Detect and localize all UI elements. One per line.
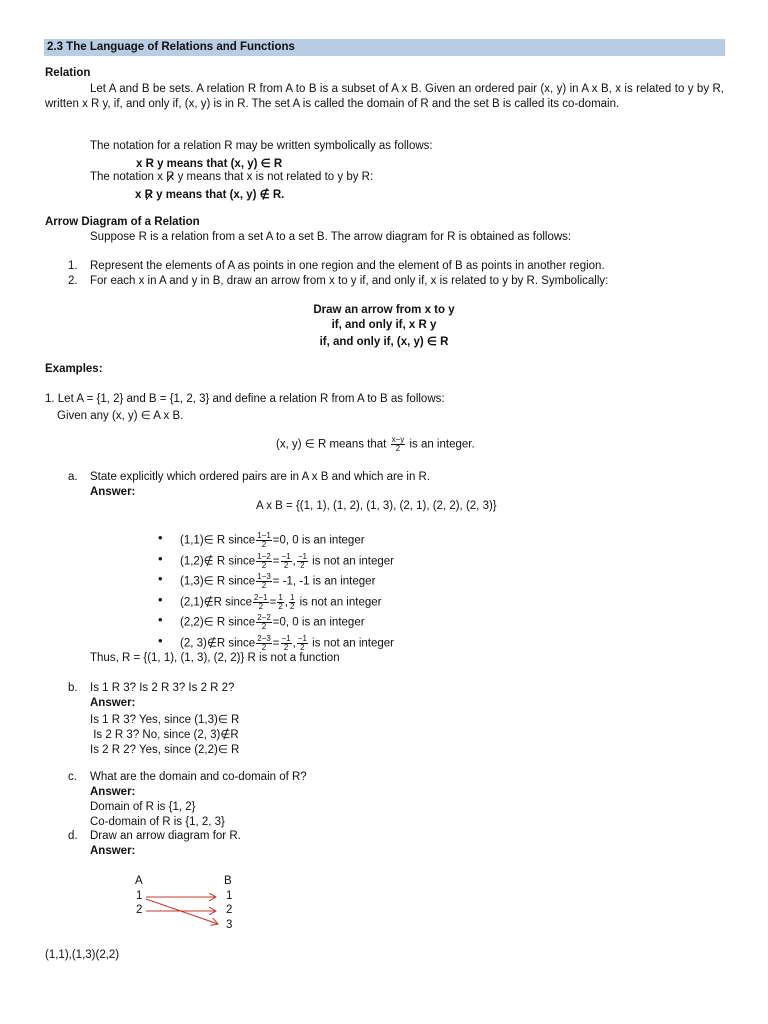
part-c-question: What are the domain and co-domain of R? <box>90 771 307 783</box>
pair-check-item: (2, 3)∉R since $\frac{2-3}{2}$ = $\frac{-1}{2}$ , $\frac{-1}{2}$ is not an integer <box>180 634 395 652</box>
examples-heading: Examples: <box>45 363 103 375</box>
example-1-statement: 1. Let A = {1, 2} and B = {1, 2, 3} and define a relation R from A to B as follows: <box>45 393 445 405</box>
fraction: $\frac{1-1}{2}$ <box>257 531 271 549</box>
arrow-rule-line: if, and only if, x R y <box>331 319 437 331</box>
footer-pairs: (1,1),(1,3)(2,2) <box>45 949 120 961</box>
answer-label: Answer: <box>90 486 136 498</box>
fraction: $\frac{1}{2}$ <box>278 593 283 611</box>
fraction: $\frac{-1}{2}$ <box>281 634 291 652</box>
part-letter: d. <box>68 830 78 842</box>
bullet-point: • <box>158 571 163 586</box>
bullet-point: • <box>158 530 163 545</box>
example-1-given: Given any (x, y) ∈ A x B. <box>57 410 184 422</box>
fraction: $\frac{2-1}{2}$ <box>254 593 268 611</box>
section-title: 2.3 The Language of Relations and Functions <box>47 41 295 53</box>
step-number: 2. <box>68 275 78 287</box>
pair-check-item: (2,1)∉R since $\frac{2-1}{2}$ = $\frac{1}{2}$ , $\frac{1}{2}$ is not an integer <box>180 593 382 611</box>
fraction: $\frac{2-3}{2}$ <box>257 634 271 652</box>
answer-line: Co-domain of R is {1, 2, 3} <box>90 816 225 828</box>
set-a-label: A <box>135 875 143 887</box>
answer-line: Domain of R is {1, 2} <box>90 801 196 813</box>
notation-intro: The notation for a relation R may be written symbolically as follows: <box>90 140 433 152</box>
part-a-question: State explicitly which ordered pairs are in A x B and which are in R. <box>90 471 431 483</box>
step-text: For each x in A and y in B, draw an arrow from x to y if, and only if, x is related to y by R. Symbolically: <box>90 275 609 287</box>
set-b-element: 3 <box>226 919 233 931</box>
arrow-diagram-heading: Arrow Diagram of a Relation <box>45 216 200 228</box>
arrow-diagram-intro: Suppose R is a relation from a set A to a set B. The arrow diagram for R is obtained as follows: <box>90 231 572 243</box>
answer-label: Answer: <box>90 786 136 798</box>
answer-line: Is 1 R 3? Yes, since (1,3)∈ R <box>90 714 240 726</box>
fraction: $\frac{1-2}{2}$ <box>257 552 271 570</box>
set-b-label: B <box>224 875 232 887</box>
set-a-element: 2 <box>136 904 143 916</box>
answer-label: Answer: <box>90 845 136 857</box>
bullet-point: • <box>158 551 163 566</box>
negated-r-bold: R <box>144 189 153 201</box>
bullet-point: • <box>158 612 163 627</box>
arrow-rule-line: Draw an arrow from x to y <box>313 304 455 316</box>
pair-check-item: (2,2)∈ R since $\frac{2-2}{2}$ =0, 0 is an integer <box>180 613 365 631</box>
relation-paragraph: Let A and B be sets. A relation R from A to B is a subset of A x B. Given an ordered pair (x, y) in A x B, x is related to y by R, written x R y, if, and only if, (x, y) is in R. The set A is called the domain of R and the set B is called its co-domain. <box>45 83 724 110</box>
negated-r: R <box>166 171 175 183</box>
part-b-question: Is 1 R 3? Is 2 R 3? Is 2 R 2? <box>90 682 235 694</box>
relation-result: Thus, R = {(1, 1), (1, 3), (2, 2)} R is not a function <box>90 652 340 664</box>
part-letter: c. <box>68 771 77 783</box>
fraction: $\frac{1-3}{2}$ <box>257 572 271 590</box>
cartesian-product: A x B = {(1, 1), (1, 2), (1, 3), (2, 1), (2, 2), (2, 3)} <box>256 500 497 512</box>
answer-line: Is 2 R 3? No, since (2, 3)∉R <box>90 729 239 741</box>
arrow-rule-line: if, and only if, (x, y) ∈ R <box>319 336 449 348</box>
relation-definition: (x, y) ∈ R means that $\frac{x-y}{2}$ is an integer. <box>276 435 475 453</box>
pair-check-item: (1,3)∈ R since $\frac{1-3}{2}$ = -1, -1 is an integer <box>180 572 376 590</box>
fraction: $\frac{-1}{2}$ <box>297 634 307 652</box>
fraction: $\frac{-1}{2}$ <box>297 552 307 570</box>
not-related-symbolic: x R y means that (x, y) ∉ R. <box>135 189 285 201</box>
fraction: $\frac{2-2}{2}$ <box>257 613 271 631</box>
bullet-point: • <box>158 592 163 607</box>
part-letter: b. <box>68 682 78 694</box>
bullet-point: • <box>158 633 163 648</box>
fraction: $\frac{-1}{2}$ <box>281 552 291 570</box>
set-b-element: 2 <box>226 904 233 916</box>
answer-label: Answer: <box>90 697 136 709</box>
step-text: Represent the elements of A as points in one region and the element of B as points in another region. <box>90 260 605 272</box>
fraction: $\frac{x-y}{2}$ <box>391 435 405 453</box>
pair-check-item: (1,2)∉ R since $\frac{1-2}{2}$ = $\frac{-1}{2}$ , $\frac{-1}{2}$ is not an integer <box>180 552 395 570</box>
relation-heading: Relation <box>45 67 91 79</box>
part-letter: a. <box>68 471 78 483</box>
part-d-question: Draw an arrow diagram for R. <box>90 830 241 842</box>
step-number: 1. <box>68 260 78 272</box>
set-b-element: 1 <box>226 890 233 902</box>
pair-check-item: (1,1)∈ R since $\frac{1-1}{2}$ =0, 0 is an integer <box>180 531 365 549</box>
fraction: $\frac{1}{2}$ <box>289 593 295 611</box>
answer-line: Is 2 R 2? Yes, since (2,2)∈ R <box>90 744 240 756</box>
not-related-notation: The notation x R y means that x is not related to y by R: <box>90 171 374 183</box>
notation-symbolic: x R y means that (x, y) ∈ R <box>136 158 283 170</box>
set-a-element: 1 <box>136 890 143 902</box>
